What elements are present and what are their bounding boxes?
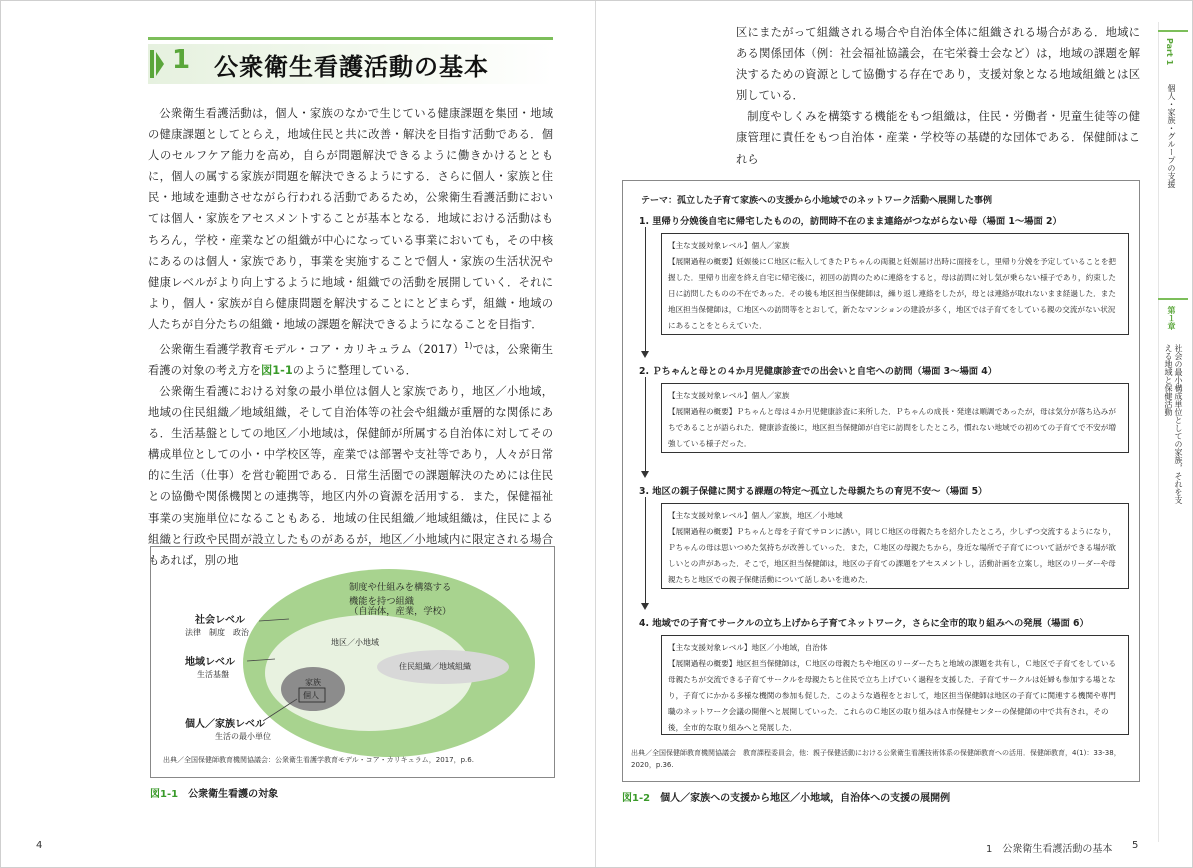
step-4-level: 【主な支援対象レベル】地区／小地域，自治体 xyxy=(668,643,828,652)
figure-1-1 xyxy=(150,546,555,778)
region-level-sub: 生活基盤 xyxy=(197,670,229,679)
step-3-overview: 【展開過程の概要】Ｐちゃんと母を子育てサロンに誘い，同じＣ地区の母親たちを紹介したところ，少しずつ交流するようになり，Ｐちゃんの母は思いつめた気持ちが改善していった．また，Ｃ地区の母親たちから，身近な場所で子育てについて話ができる場が欲しいとの声があった．そこで，地区担当保健師は，地区の子育ての課題をアセスメントし，活動計画を立案し，地区のリーダーや母親たちと地区での親子保健活動について話しあいを進めた． xyxy=(668,527,1117,584)
figure-1-2-number: 図1-2 xyxy=(622,793,651,804)
flow-line-3 xyxy=(645,497,646,605)
side-tab-chapter[interactable]: 第１章 xyxy=(1167,306,1176,330)
family-label: 家族 xyxy=(305,678,321,687)
step-2-title: 2. Ｐちゃんと母との４か月児健康診査での出会いと自宅への訪問（場面 3〜場面 4） xyxy=(639,366,998,377)
step-2-box xyxy=(661,383,1129,453)
region-level-label: 地域レベル xyxy=(185,657,235,668)
paragraph-2-c: のように整理している． xyxy=(292,363,417,377)
side-tab-part[interactable]: Part 1 xyxy=(1165,38,1174,66)
figure-1-2-title: 個人／家族への支援から地区／小地域，自治体への支援の展開例 xyxy=(660,793,951,804)
side-tab-part-title[interactable]: 個人・家族・グループの支援 xyxy=(1167,84,1176,188)
figure-1-1-source: 出典／全国保健師教育機関協議会：公衆衛生看護学教育モデル・コア・カリキュラム，2017，p.6. xyxy=(163,756,474,764)
individual-label: 個人 xyxy=(303,691,319,700)
resident-org-label: 住民組織／地域組織 xyxy=(399,662,471,671)
right-paragraph-2: 制度やしくみを構築する機能をもつ組織は，住民・労働者・児童生徒等の健康管理に責任をもつ自治体・産業・学校等の基礎的な団体である．保健師はこれら xyxy=(736,110,1140,166)
paragraph-2 xyxy=(148,335,553,381)
district-label: 地区／小地域 xyxy=(331,638,379,647)
outer-org-sub: （自治体，産業，学校） xyxy=(349,606,452,617)
body-text-left xyxy=(148,103,553,571)
body-text-right xyxy=(736,22,1140,170)
section-title: 公衆衛生看護活動の基本 xyxy=(214,53,489,81)
side-tab-chapter-marker xyxy=(1158,298,1188,300)
step-3-box xyxy=(661,503,1129,589)
step-3-title: 3. 地区の親子保健に関する課題の特定〜孤立した母親たちの育児不安〜（場面 5） xyxy=(639,486,988,497)
individual-level-label: 個人／家族レベル xyxy=(185,719,265,730)
figure-link-1-1[interactable]: 図1-1 xyxy=(260,363,293,377)
society-level-sub: 法律 制度 政治 xyxy=(185,628,249,637)
step-2-level: 【主な支援対象レベル】個人／家族 xyxy=(668,391,790,400)
page-number-left: 4 xyxy=(36,840,43,851)
step-4-box xyxy=(661,635,1129,735)
figure-1-1-title: 公衆衛生看護の対象 xyxy=(188,789,279,800)
paragraph-1: 公衆衛生看護活動は，個人・家族のなかで生じている健康課題を集団・地域の健康課題としてとらえ，地域住民と共に改善・解決を目指す活動である．個人のセルフケア能力を高め，自らが問題解決できるように働きかけるとともに，個人の属する家族が問題を解決できるようにする．さらに個人・家族と住民・地域を連動させながら行われる活動であるため，公衆衛生看護活動においては個人・家族をアセスメントすることが基本となる．地域における活動はもちろん，学校・産業などの組織が中心になっている事業においても，その中核にあるのは個人・家族であり，事業を実施することで個人・家族の生活状況や健康レベルがより向上するように地域・組織での活動を展開していく．それにより，個人・家族が自ら健康問題を解決することにとどまらず，組織・地域の人たちが自分たちの組織・地域の課題を解決できるようになることを目指す． xyxy=(148,107,553,331)
right-paragraph-1: 区にまたがって組織される場合や自治体全体に組織される場合がある．地域にある関係団体（例：社会福祉協議会，在宅栄養士会など）は，地域の課題を解決するための資源として協働する存在であり，支援対象となる地域組織とは区別している． xyxy=(736,26,1140,103)
side-tab-chapter-title[interactable]: 社会の最小構成単位としての家族，それを支える地域と保健活動 xyxy=(1164,344,1183,504)
individual-level-sub: 生活の最小単位 xyxy=(215,732,271,741)
heading-rule xyxy=(148,37,553,40)
reference-1: 1) xyxy=(464,341,473,351)
heading-chevron-icon xyxy=(150,50,164,78)
figure-1-1-number: 図1-1 xyxy=(150,789,179,800)
flow-arrow-1-icon xyxy=(641,351,649,358)
flow-line-1 xyxy=(645,227,646,353)
step-1-title: 1. 里帰り分娩後自宅に帰宅したものの，訪問時不在のまま連絡がつながらない母（場面 1〜場面 2） xyxy=(639,216,1062,227)
paragraph-2-b: では，公衆衛生看護の対象の考え方を xyxy=(148,342,553,377)
figure-1-1-caption xyxy=(150,785,278,800)
section-number: 1 xyxy=(172,45,191,75)
step-2-overview: 【展開過程の概要】Ｐちゃんと母は４か月児健康診査に来所した．Ｐちゃんの成長・発達は順調であったが，母は気分が落ち込みがちであることが語られた．健康診査後に，地区担当保健師が自宅に訪問をしたところ，慣れない地域での初めての子育てで不安が増強している様子だった． xyxy=(668,407,1116,448)
case-theme: テーマ：孤立した子育て家族への支援から小地域でのネットワーク活動へ展開した事例 xyxy=(641,196,993,206)
left-page xyxy=(0,0,596,868)
flow-arrow-2-icon xyxy=(641,471,649,478)
step-1-level: 【主な支援対象レベル】個人／家族 xyxy=(668,241,790,250)
side-tab-part-marker xyxy=(1158,30,1188,32)
step-3-level: 【主な支援対象レベル】個人／家族，地区／小地域 xyxy=(668,511,843,520)
paragraph-3: 公衆衛生看護における対象の最小単位は個人と家族であり，地区／小地域，地域の住民組織／地域組織，そして自治体等の社会や組織が重層的な関係にある．生活基盤としての地区／小地域は，保健師が所属する自治体に対してその構成単位としての小・中学校区等，産業では部署や支社等であり，人々が日常的に生活（仕事）を営む範囲である．日常生活圏での課題解決のためには住民との協働や関係機関との連携等，地区内外の資源を活用する．また，保健福祉事業の実施単位になることもある．地域の住民組織／地域組織は，住民による組織と行政や民間が設立したものがあるが，地区／小地域内に限定される場合もあれば，別の地 xyxy=(148,384,553,567)
society-level-label: 社会レベル xyxy=(195,615,245,626)
figure-1-2-source: 出典／全国保健師教育機関協議会 教育課程委員会，他：親子保健活動における公衆衛生看護技術体系の保健師教育への活用．保健師教育，4(1)：33-38，2020，p.36. xyxy=(631,749,1121,769)
step-4-title: 4. 地域での子育てサークルの立ち上げから子育てネットワーク，さらに全市的取り組みへの発展（場面 6） xyxy=(639,618,1089,629)
figure-1-2 xyxy=(622,180,1140,782)
paragraph-2-a: 公衆衛生看護学教育モデル・コア・カリキュラム（2017） xyxy=(159,342,465,356)
step-1-box xyxy=(661,233,1129,335)
step-4-overview: 【展開過程の概要】地区担当保健師は，Ｃ地区の母親たちや地区のリーダーたちと地域の課題を共有し，Ｃ地区で子育てをしている母親たちが交流できる子育てサークルを母親たちと住民で立ち上げていく過程を支援した．子育てサークルは妊婦も参加する場となり，子育てにかかる多様な機関の参加も促した．このような過程をとおして，地区担当保健師は地区の子育てに関連する機関や専門職のネットワーク会議の開催へと展開していった．これらのＣ地区の取り組みはＡ市保健センターの保健師の中で共有され，その後，全市的な取り組みへと発展した． xyxy=(668,659,1117,732)
step-1-overview: 【展開過程の概要】妊娠後にＣ地区に転入してきたＰちゃんの両親と妊娠届け出時に面接をし，里帰り分娩を予定していることを把握した．里帰り出産を終え自宅に帰宅後に，初回の訪問のために連絡をすると，母は訪問に対し気が乗らない様子であり，約束した日に訪問したものの不在であった．その後も地区担当保健師は，繰り返し連絡をしたが，母とは連絡が取れないまま経過した．また地区担当保健師は，Ｃ地区への訪問等をとおして，新たなマンションの建設が多く，地区では子育てをしている親の交流がない状況にあることをとらえていた． xyxy=(668,257,1117,330)
outer-org-label: 制度や仕組みを構築する機能を持つ組織 xyxy=(349,582,452,607)
figure-1-2-caption xyxy=(622,789,950,804)
footer-section-title: 1 公衆衛生看護活動の基本 xyxy=(986,844,1113,855)
flow-arrow-3-icon xyxy=(641,603,649,610)
page-number-right: 5 xyxy=(1132,840,1139,851)
flow-line-2 xyxy=(645,377,646,473)
side-tab-rule xyxy=(1158,22,1159,842)
